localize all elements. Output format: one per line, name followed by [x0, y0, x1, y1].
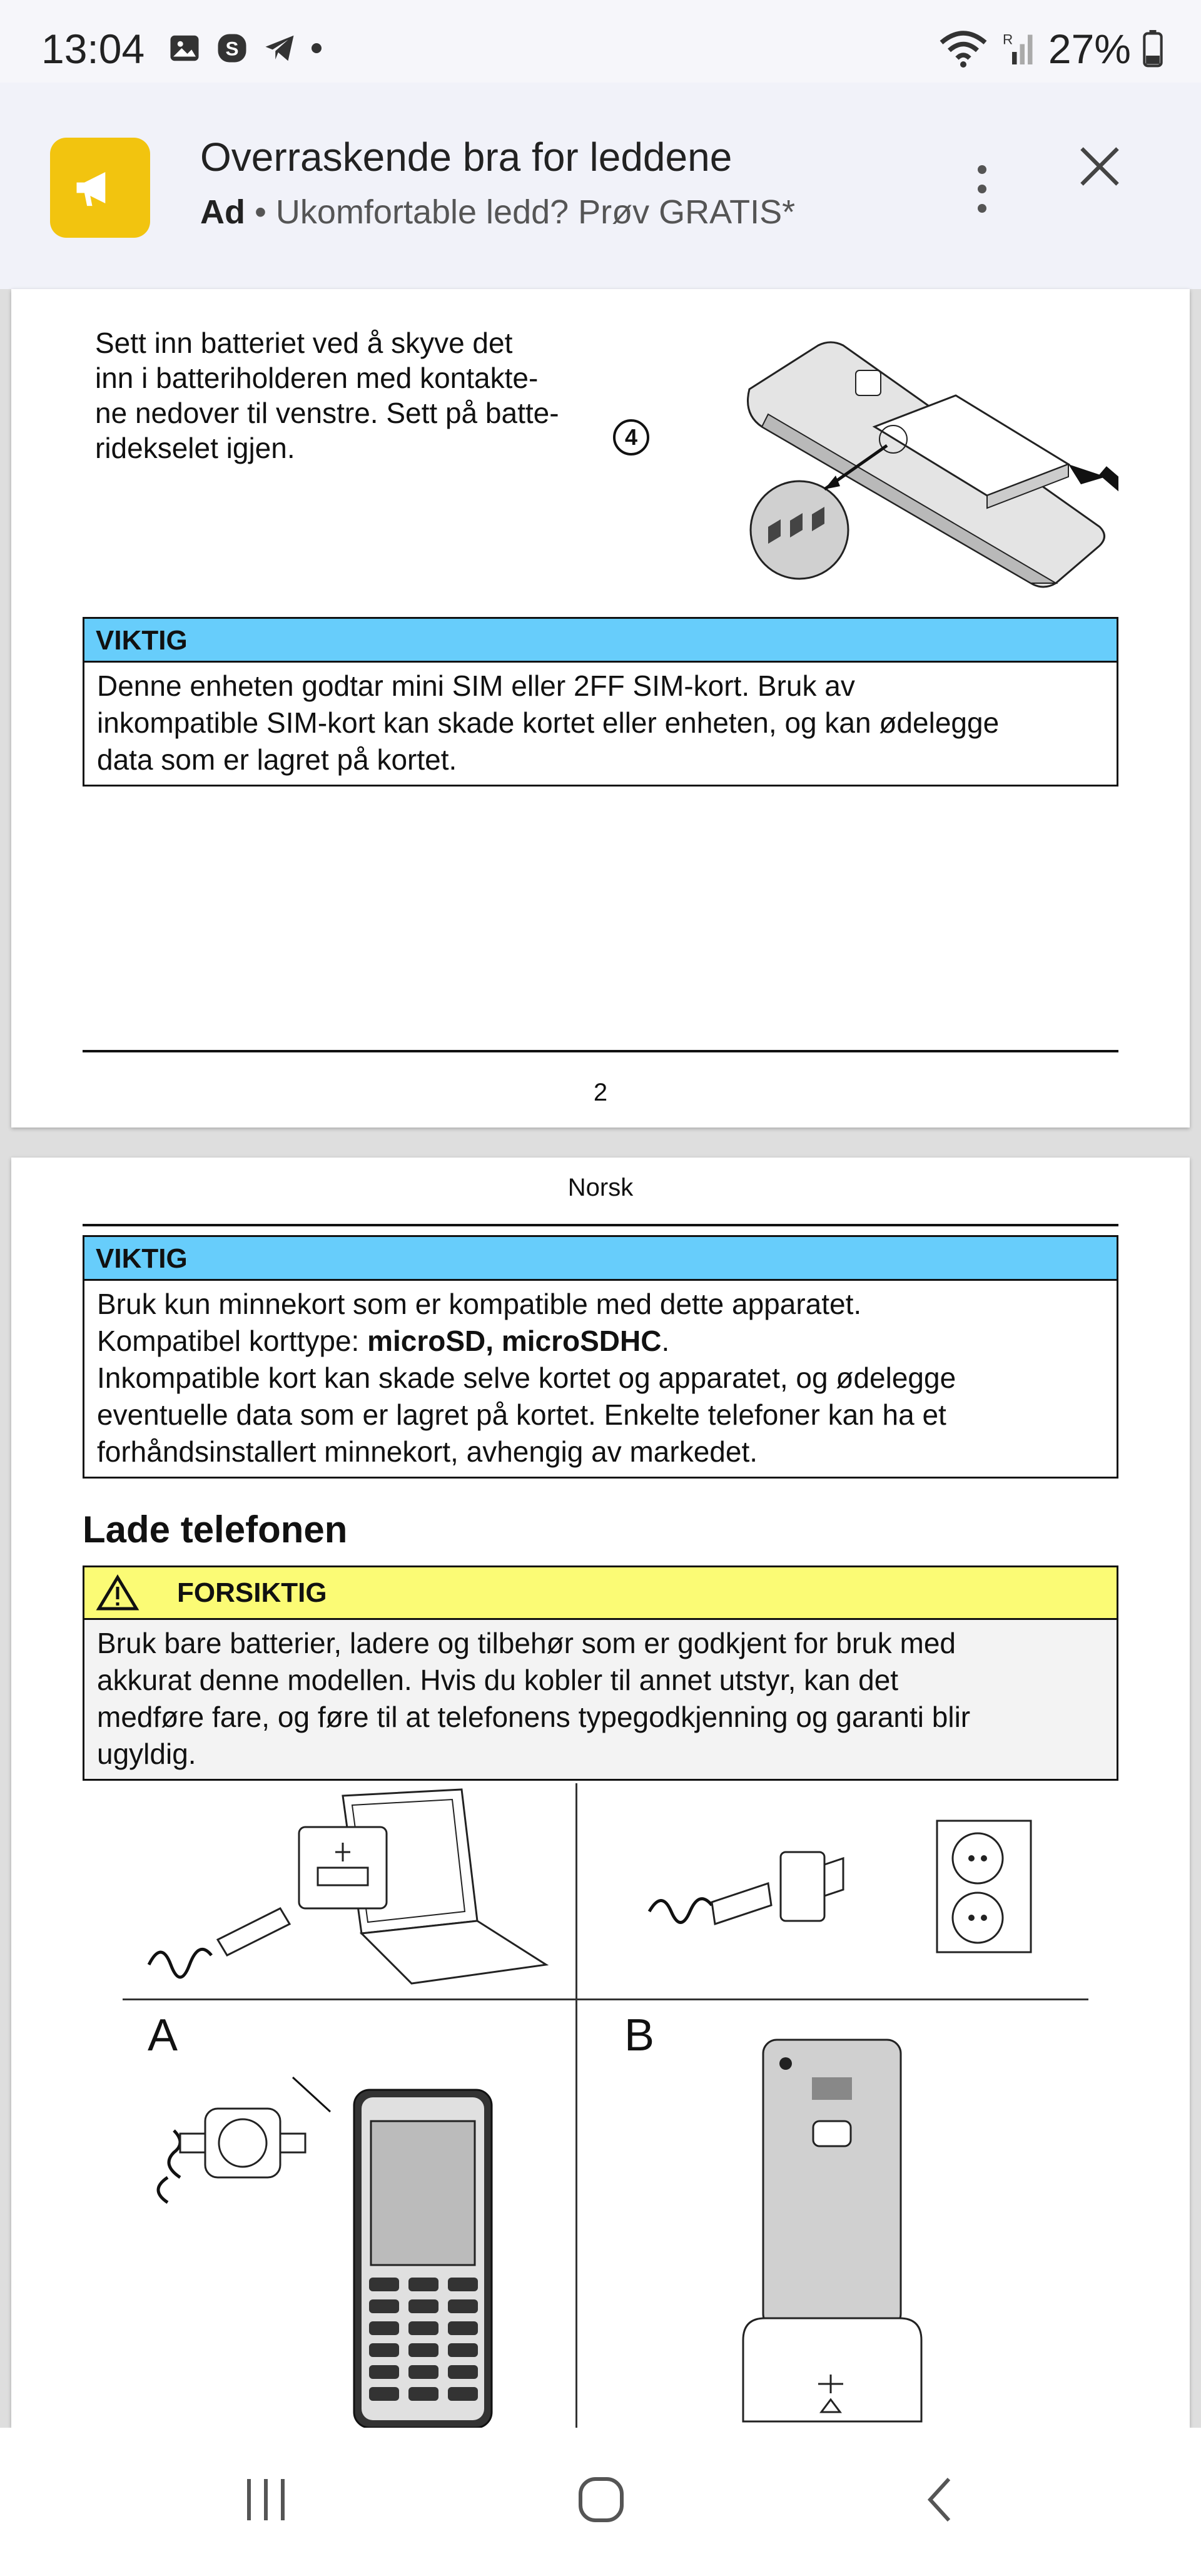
forsiktig-title: FORSIKTIG — [177, 1577, 327, 1608]
status-time: 13:04 — [41, 26, 145, 72]
grid-divider-horizontal — [123, 1998, 1088, 2000]
header-divider — [83, 1224, 1118, 1226]
battery-icon — [1142, 30, 1163, 68]
grid-divider-vertical — [575, 1783, 577, 2428]
battery-insert-illustration — [731, 320, 1118, 596]
navigation-bar — [0, 2428, 1201, 2576]
step-text-line: inn i batteriholderen med kontakte- — [95, 362, 539, 394]
home-icon[interactable] — [573, 2472, 629, 2528]
signal-icon — [1000, 30, 1037, 68]
viktig-line: data som er lagret på kortet. — [97, 743, 457, 776]
close-icon[interactable] — [1076, 143, 1123, 190]
battery-step-text — [95, 325, 559, 466]
viktig-line: Denne enheten godtar mini SIM eller 2FF SIM-kort. Bruk av — [97, 669, 855, 702]
phone-dock-illustration — [731, 2034, 956, 2428]
ad-title[interactable]: Overraskende bra for leddene — [200, 135, 732, 180]
warning-line: akkurat denne modellen. Hvis du kobler til annet utstyr, kan det — [97, 1664, 899, 1696]
document-page-2 — [11, 289, 1190, 1128]
megaphone-icon — [69, 156, 131, 219]
step-text-line: ridekselet igjen. — [95, 432, 295, 464]
gallery-icon — [168, 31, 201, 65]
viktig-line: eventuelle data som er lagret på kortet. Enkelte telefoner kan ha et — [97, 1398, 946, 1431]
ad-label: Ad — [200, 193, 245, 231]
card-types: microSD, microSDHC — [367, 1325, 662, 1357]
warning-line: ugyldig. — [97, 1738, 196, 1770]
wall-charger-illustration — [643, 1796, 1043, 1965]
step-text-line: Sett inn batteriet ved å skyve det — [95, 327, 513, 359]
section-heading: Lade telefonen — [83, 1509, 348, 1550]
document-page-3 — [11, 1158, 1190, 2428]
svg-text:R: R — [1002, 31, 1013, 48]
viktig-body — [84, 1281, 1117, 1477]
notification-icons — [168, 31, 323, 65]
viktig-line-suffix: . — [661, 1325, 670, 1357]
ad-banner[interactable] — [0, 83, 1201, 289]
phone-cable-illustration — [143, 2021, 505, 2428]
ad-subtitle-text: • Ukomfortable ledd? Prøv GRATIS* — [255, 193, 796, 231]
page-number: 2 — [593, 1079, 608, 1106]
more-options-icon[interactable] — [963, 158, 1001, 220]
viktig-line: Inkompatible kort kan skade selve kortet og apparatet, og ødelegge — [97, 1362, 956, 1394]
status-bar — [0, 0, 1201, 83]
telegram-icon — [263, 31, 296, 65]
s-app-icon — [215, 31, 249, 65]
viktig-box-memory — [83, 1235, 1118, 1479]
recent-apps-icon[interactable] — [238, 2472, 294, 2528]
warning-icon — [96, 1574, 139, 1612]
svg-text:S: S — [225, 37, 239, 60]
viktig-line: forhåndsinstallert minnekort, avhengig av markedet. — [97, 1435, 758, 1468]
wifi-icon — [938, 30, 988, 68]
page-header: Norsk — [567, 1174, 634, 1201]
status-right — [938, 25, 1163, 73]
label-a: A — [148, 2010, 178, 2060]
viktig-line-compatible — [97, 1323, 1104, 1360]
step-number: 4 — [613, 419, 649, 456]
viktig-line-prefix: Kompatibel korttype: — [97, 1325, 368, 1357]
viktig-box — [83, 617, 1118, 787]
step-text-line: ne nedover til venstre. Sett på batte- — [95, 397, 559, 429]
back-icon[interactable] — [913, 2472, 970, 2528]
forsiktig-box — [83, 1565, 1118, 1781]
viktig-title: VIKTIG — [84, 619, 1117, 663]
battery-percent: 27% — [1048, 26, 1131, 72]
viktig-line: Bruk kun minnekort som er kompatible med dette apparatet. — [97, 1288, 862, 1320]
warning-line: medføre fare, og føre til at telefonens typegodkjenning og garanti blir — [97, 1701, 971, 1733]
label-b: B — [624, 2010, 655, 2060]
dot-icon — [310, 42, 323, 54]
forsiktig-header — [84, 1567, 1117, 1620]
laptop-usb-illustration — [136, 1783, 562, 1990]
viktig-line: inkompatible SIM-kort kan skade kortet eller enheten, og kan ødelegge — [97, 706, 1000, 739]
ad-subtitle[interactable] — [200, 193, 795, 232]
forsiktig-body — [84, 1620, 1117, 1779]
viktig-title: VIKTIG — [84, 1237, 1117, 1281]
warning-line: Bruk bare batterier, ladere og tilbehør som er godkjent for bruk med — [97, 1627, 956, 1659]
viktig-body — [84, 663, 1117, 785]
footer-divider — [83, 1050, 1118, 1052]
ad-logo[interactable] — [50, 138, 150, 238]
